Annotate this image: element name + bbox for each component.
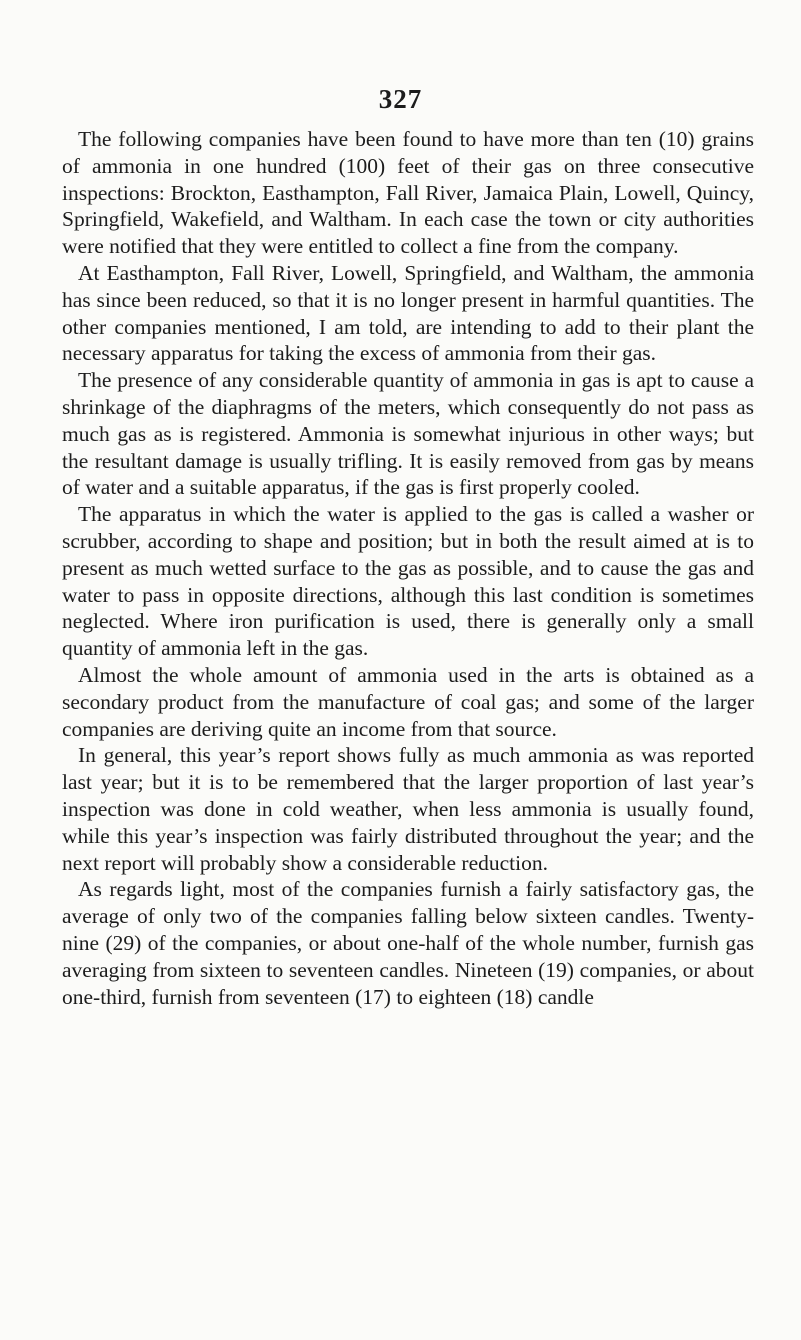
page-number: 327 <box>378 84 423 114</box>
paragraph-ammonia-reduced: At Easthampton, Fall River, Lowell, Springfield, and Waltham, the ammonia has since been reduced, so that it is no longer present in harmful quantities. The other companies mentioned, I am told, are intending to add to their plant the necessary apparatus for taking the excess of ammonia from their gas. <box>62 260 754 366</box>
paragraph-light-candles: As regards light, most of the companies furnish a fairly satisfactory gas, the average of only two of the companies falling below sixteen candles. Twenty-nine (29) of the companies, or about one-half of the whole number, furnish gas averaging from sixteen to seventeen candles. Nineteen (19) companies, or about one-third, furnish from seventeen (17) to eighteen (18) candle <box>62 877 754 1009</box>
paragraph-ammonia-excess-companies: The following companies have been found to have more than ten (10) grains of ammonia in one hundred (100) feet of their gas on three consecutive inspections: Brockton, Easthampton, Fall River, Jamaica Plain, Lowell, Quincy, Springfield, Wakefield, and Waltham. In each case the town or city authorities were notified that they were entitled to collect a fine from the company. <box>62 127 754 259</box>
paragraph-yearly-comparison: In general, this year’s report shows fully as much ammonia as was reported last year; but it is to be remembered that the larger proportion of last year’s inspection was done in cold weather, when less ammonia is usually found, while this year’s inspection was fairly distributed throughout the year; and the next report will probably show a considerable reduction. <box>62 743 754 875</box>
paragraph-ammonia-effects: The presence of any considerable quantity of ammonia in gas is apt to cause a shrinkage of the diaphragms of the meters, which consequently do not pass as much gas as is registered. Ammonia is somewhat injurious in other ways; but the resultant damage is usually trifling. It is easily removed from gas by means of water and a suitable apparatus, if the gas is first properly cooled. <box>62 368 754 500</box>
paragraph-washer-scrubber: The apparatus in which the water is applied to the gas is called a washer or scrubber, according to shape and position; but in both the result aimed at is to present as much wetted surface to the gas as possible, and to cause the gas and water to pass in opposite directions, although this last condition is sometimes neglected. Where iron purification is used, there is generally only a small quantity of ammonia left in the gas. <box>62 502 754 661</box>
body-text <box>62 126 754 1010</box>
paragraph-secondary-product: Almost the whole amount of ammonia used in the arts is obtained as a secondary product from the manufacture of coal gas; and some of the larger companies are deriving quite an income from that source. <box>62 662 754 741</box>
